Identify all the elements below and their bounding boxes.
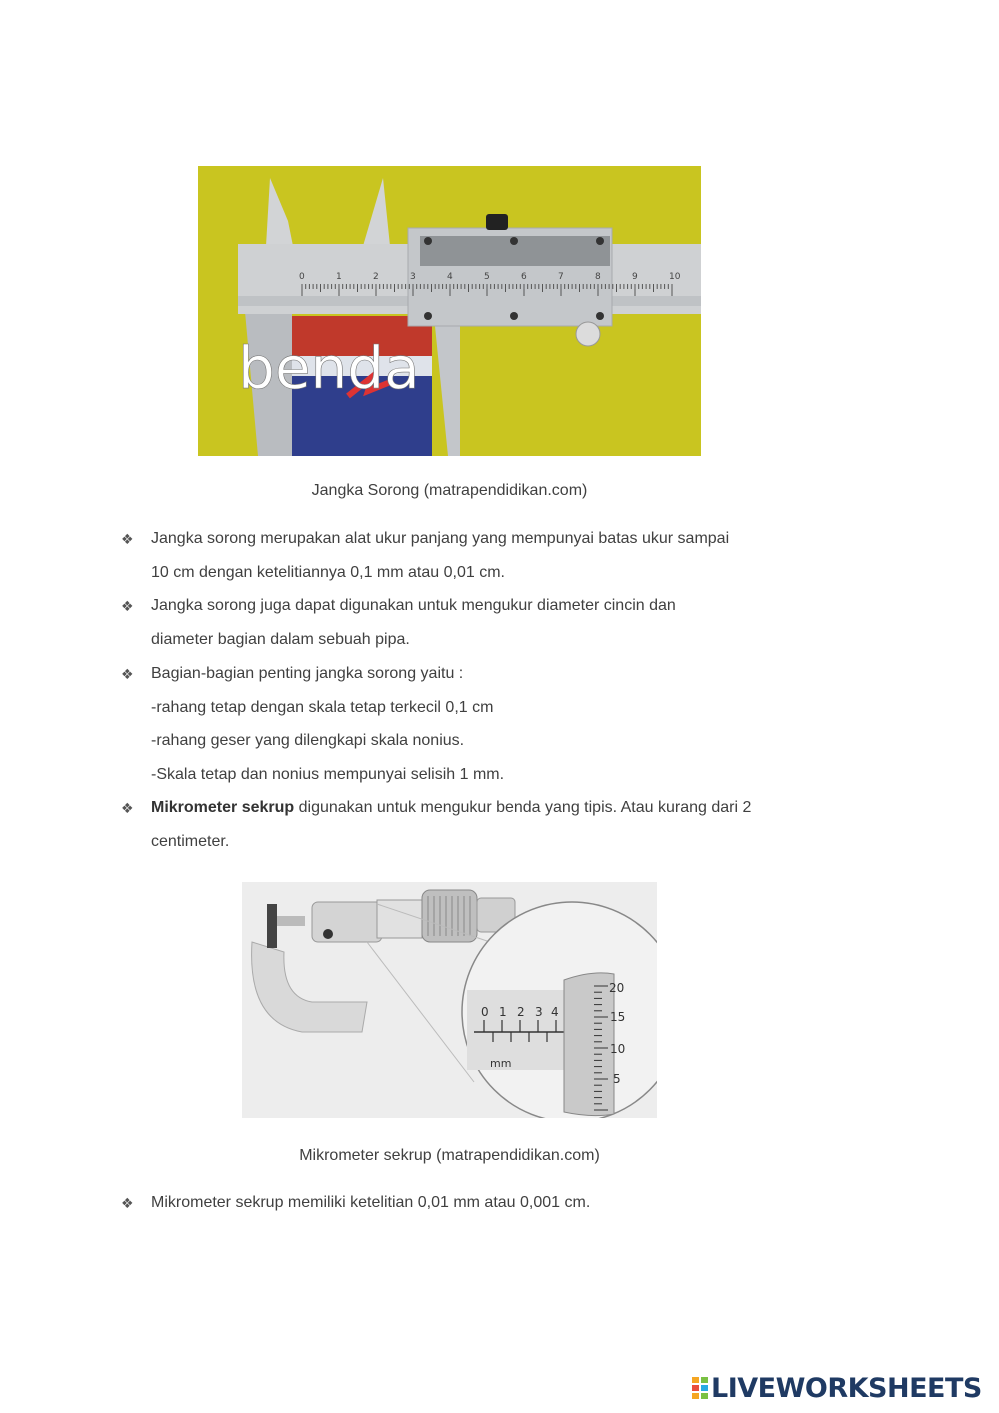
caliper-scale-number: 6 <box>521 272 527 282</box>
caliper-scale-number: 5 <box>484 272 490 282</box>
caliper-illustration <box>198 166 701 456</box>
caliper-scale-number: 3 <box>410 272 416 282</box>
thimble-label-5: 5 <box>613 1072 621 1086</box>
caliper-scale-number: 1 <box>336 272 342 282</box>
thimble-label-10: 10 <box>610 1042 626 1056</box>
liveworksheets-logo <box>691 1373 982 1403</box>
thimble-label-15: 15 <box>610 1010 626 1024</box>
micrometer-illustration <box>242 882 657 1118</box>
bullet-3-line-1: Bagian-bagian penting jangka sorong yaitu : <box>151 665 464 682</box>
bullet-2-line-2: diameter bagian dalam sebuah pipa. <box>151 631 410 648</box>
logo-square <box>692 1385 699 1391</box>
bullet-icon: ❖ <box>121 531 134 547</box>
logo-square <box>701 1385 708 1391</box>
logo-square <box>692 1377 699 1383</box>
logo-text: LIVEWORKSHEETS <box>711 1372 982 1404</box>
bullet-3-line-4: -Skala tetap dan nonius mempunyai selisih 1 mm. <box>151 766 505 783</box>
logo-square <box>701 1393 708 1399</box>
figure2-caption: Mikrometer sekrup (matrapendidikan.com) <box>299 1147 600 1164</box>
bullet-3-line-2: -rahang tetap dengan skala tetap terkecil 0,1 cm <box>151 699 494 716</box>
thimble-label-20: 20 <box>609 981 625 995</box>
caliper-scale-number: 10 <box>669 272 681 282</box>
logo-grid-icon <box>691 1376 709 1400</box>
main-scale-label-1: 1 <box>499 1005 507 1019</box>
micrometer-photo <box>242 882 657 1118</box>
caliper-scale-number: 9 <box>632 272 638 282</box>
bullet-4-line-1 <box>151 799 751 817</box>
bullet-icon: ❖ <box>121 598 134 614</box>
main-scale-label-3: 3 <box>535 1005 543 1019</box>
main-scale-label-4: 4 <box>551 1005 559 1019</box>
bullet-4-rest: digunakan untuk mengukur benda yang tipis. Atau kurang dari 2 <box>294 799 752 816</box>
caliper-scale-number: 8 <box>595 272 601 282</box>
main-scale-label-0: 0 <box>481 1005 489 1019</box>
caliper-scale-number: 2 <box>373 272 379 282</box>
caliper-scale-number: 4 <box>447 272 453 282</box>
caliper-scale-number: 0 <box>299 272 305 282</box>
last-bullet-text: Mikrometer sekrup memiliki ketelitian 0,01 mm atau 0,001 cm. <box>151 1194 591 1211</box>
bullet-2-line-1: Jangka sorong juga dapat digunakan untuk mengukur diameter cincin dan <box>151 597 676 614</box>
bullet-icon: ❖ <box>121 666 134 682</box>
unit-label: mm <box>490 1057 512 1070</box>
figure1-caption: Jangka Sorong (matrapendidikan.com) <box>311 482 588 499</box>
bullet-4-line-2: centimeter. <box>151 833 230 850</box>
bold-term: Mikrometer sekrup <box>151 799 295 816</box>
caliper-scale-number: 7 <box>558 272 564 282</box>
logo-square <box>701 1377 708 1383</box>
bullet-icon: ❖ <box>121 800 134 816</box>
caliper-photo <box>198 166 701 456</box>
logo-square <box>692 1393 699 1399</box>
bullet-1-line-2: 10 cm dengan ketelitiannya 0,1 mm atau 0,01 cm. <box>151 564 505 581</box>
benda-label: benda <box>238 334 420 402</box>
main-scale-label-2: 2 <box>517 1005 525 1019</box>
bullet-1-line-1: Jangka sorong merupakan alat ukur panjang yang mempunyai batas ukur sampai <box>151 530 730 547</box>
bullet-icon: ❖ <box>121 1195 134 1211</box>
bullet-3-line-3: -rahang geser yang dilengkapi skala nonius. <box>151 732 465 749</box>
